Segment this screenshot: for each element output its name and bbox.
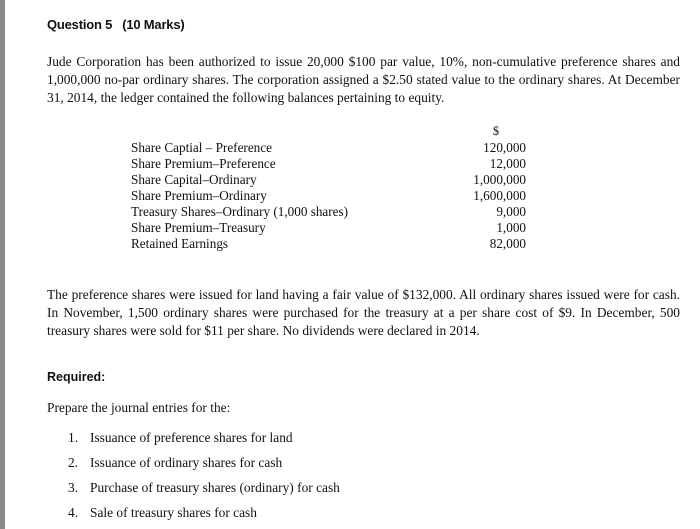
balance-row [131,140,526,156]
balance-row [131,172,526,188]
balance-label: Share Capital–Ordinary [131,172,257,187]
balance-amount: 1,000 [496,220,526,235]
balance-row [131,220,526,236]
balance-label: Treasury Shares–Ordinary (1,000 shares) [131,204,349,219]
task-number: 4. [68,505,79,520]
task-item [68,430,293,446]
currency-header: $ [492,124,500,138]
details-paragraph: The preference shares were issued for land having a fair value of $132,000. All ordinary shares issued were for cash. In November, 1,500 ordinary shares were purchased for the treasury at a per share cost of $9. In December, 500 treasury shares were sold for $11 per share. No dividends were declared in 2014. [47,287,680,339]
task-number: 3. [68,480,79,495]
balance-amount: 120,000 [483,140,526,155]
task-text: Issuance of preference shares for land [90,430,293,445]
task-text: Sale of treasury shares for cash [90,505,257,520]
balance-amount: 1,600,000 [473,188,526,203]
balance-amount: 82,000 [489,236,526,251]
balance-row [131,236,526,252]
balance-row [131,156,526,172]
balance-amount: 12,000 [489,156,526,171]
task-text: Issuance of ordinary shares for cash [90,455,283,470]
balance-row [131,188,526,204]
balance-amount: 1,000,000 [473,172,526,187]
task-number: 2. [68,455,79,470]
balance-row [131,204,526,220]
page-left-edge [0,0,5,529]
balance-amount: 9,000 [496,204,526,219]
balance-label: Share Premium–Preference [131,156,276,171]
question-title: Question 5 [47,17,113,32]
task-item [68,455,282,471]
question-marks: (10 Marks) [122,17,185,32]
task-item [68,505,257,521]
task-number: 1. [68,430,79,445]
balance-label: Share Captial – Preference [131,140,272,155]
required-heading: Required: [47,370,106,384]
balance-label: Share Premium–Treasury [131,220,266,235]
required-instruction: Prepare the journal entries for the: [47,400,231,415]
question-heading [47,17,185,32]
intro-paragraph: Jude Corporation has been authorized to issue 20,000 $100 par value, 10%, non-cumulative preference shares and 1,000,000 no-par ordinary shares. The corporation assigned a $2.50 stated value to the ordinary shares. At December 31, 2014, the ledger contained the following balances pertaining to equity. [47,54,680,106]
task-text: Purchase of treasury shares (ordinary) for cash [90,480,340,495]
balance-label: Share Premium–Ordinary [131,188,267,203]
task-item [68,480,340,496]
balance-label: Retained Earnings [131,236,229,251]
